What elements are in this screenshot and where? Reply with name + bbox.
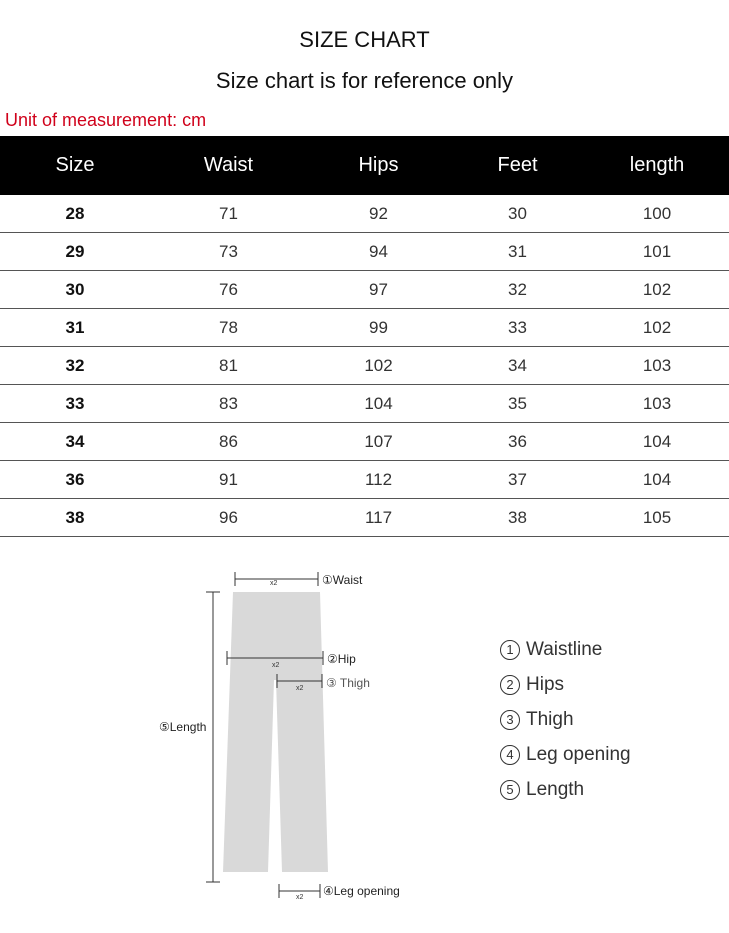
waist-label: ①Waist bbox=[322, 573, 363, 587]
measure-cell: 117 bbox=[307, 499, 450, 537]
legend-item bbox=[500, 667, 631, 702]
measure-cell: 102 bbox=[585, 309, 729, 347]
measure-cell: 104 bbox=[307, 385, 450, 423]
col-waist-header: Waist bbox=[150, 136, 307, 195]
measure-cell: 92 bbox=[307, 195, 450, 233]
table-row bbox=[0, 271, 729, 309]
measure-cell: 102 bbox=[307, 347, 450, 385]
size-cell: 33 bbox=[0, 385, 150, 423]
table-row bbox=[0, 309, 729, 347]
legend-item bbox=[500, 737, 631, 772]
table-row bbox=[0, 347, 729, 385]
legend-item bbox=[500, 702, 631, 737]
measure-cell: 71 bbox=[150, 195, 307, 233]
measure-cell: 38 bbox=[450, 499, 585, 537]
col-length-header: length bbox=[585, 136, 729, 195]
number-circle-icon: 4 bbox=[500, 745, 520, 765]
measurement-legend bbox=[500, 632, 631, 807]
measure-cell: 100 bbox=[585, 195, 729, 233]
measure-cell: 103 bbox=[585, 347, 729, 385]
measure-cell: 32 bbox=[450, 271, 585, 309]
measure-cell: 104 bbox=[585, 461, 729, 499]
number-circle-icon: 3 bbox=[500, 710, 520, 730]
measure-cell: 97 bbox=[307, 271, 450, 309]
thigh-label: ③ Thigh bbox=[326, 676, 370, 690]
measure-cell: 31 bbox=[450, 233, 585, 271]
legend-label: Waistline bbox=[526, 638, 603, 660]
size-table bbox=[0, 136, 729, 537]
measure-cell: 94 bbox=[307, 233, 450, 271]
measure-cell: 30 bbox=[450, 195, 585, 233]
measure-cell: 91 bbox=[150, 461, 307, 499]
number-circle-icon: 5 bbox=[500, 780, 520, 800]
measure-cell: 99 bbox=[307, 309, 450, 347]
measure-cell: 35 bbox=[450, 385, 585, 423]
hip-label: ②Hip bbox=[327, 652, 356, 666]
measure-cell: 34 bbox=[450, 347, 585, 385]
pants-shape bbox=[223, 592, 328, 872]
col-hips-header: Hips bbox=[307, 136, 450, 195]
size-cell: 34 bbox=[0, 423, 150, 461]
legend-item bbox=[500, 772, 631, 807]
table-row bbox=[0, 385, 729, 423]
measure-cell: 81 bbox=[150, 347, 307, 385]
table-header-row bbox=[0, 136, 729, 195]
measure-cell: 105 bbox=[585, 499, 729, 537]
measure-cell: 96 bbox=[150, 499, 307, 537]
pants-diagram bbox=[150, 560, 450, 910]
leg-opening-label: ④Leg opening bbox=[323, 884, 400, 898]
measure-cell: 37 bbox=[450, 461, 585, 499]
size-cell: 32 bbox=[0, 347, 150, 385]
table-row bbox=[0, 461, 729, 499]
table-row bbox=[0, 195, 729, 233]
measure-cell: 83 bbox=[150, 385, 307, 423]
size-cell: 29 bbox=[0, 233, 150, 271]
table-row bbox=[0, 499, 729, 537]
page-subtitle: Size chart is for reference only bbox=[215, 68, 514, 93]
hip-x2-label: x2 bbox=[272, 662, 280, 669]
legend-label: Leg opening bbox=[526, 743, 631, 765]
measure-cell: 36 bbox=[450, 423, 585, 461]
thigh-x2-label: x2 bbox=[296, 685, 304, 692]
size-cell: 31 bbox=[0, 309, 150, 347]
table-row bbox=[0, 423, 729, 461]
measure-cell: 78 bbox=[150, 309, 307, 347]
measure-cell: 73 bbox=[150, 233, 307, 271]
length-label: ⑤Length bbox=[159, 720, 207, 734]
size-cell: 36 bbox=[0, 461, 150, 499]
table-row bbox=[0, 233, 729, 271]
number-circle-icon: 2 bbox=[500, 675, 520, 695]
legend-label: Length bbox=[526, 778, 585, 800]
measure-cell: 76 bbox=[150, 271, 307, 309]
number-circle-icon: 1 bbox=[500, 640, 520, 660]
measure-cell: 102 bbox=[585, 271, 729, 309]
legend-label: Hips bbox=[526, 673, 565, 695]
measure-cell: 86 bbox=[150, 423, 307, 461]
size-cell: 28 bbox=[0, 195, 150, 233]
col-feet-header: Feet bbox=[450, 136, 585, 195]
size-cell: 30 bbox=[0, 271, 150, 309]
measure-cell: 103 bbox=[585, 385, 729, 423]
size-cell: 38 bbox=[0, 499, 150, 537]
measure-cell: 101 bbox=[585, 233, 729, 271]
measure-cell: 112 bbox=[307, 461, 450, 499]
legend-item bbox=[500, 632, 631, 667]
legend-label: Thigh bbox=[526, 708, 574, 730]
col-size-header: Size bbox=[0, 136, 150, 195]
leg-x2-label: x2 bbox=[296, 894, 304, 901]
length-measure bbox=[206, 592, 220, 882]
unit-note: Unit of measurement: cm bbox=[5, 110, 207, 130]
measure-cell: 107 bbox=[307, 423, 450, 461]
waist-x2-label: x2 bbox=[270, 580, 278, 587]
measure-cell: 33 bbox=[450, 309, 585, 347]
measure-cell: 104 bbox=[585, 423, 729, 461]
page-title: SIZE CHART bbox=[299, 27, 430, 52]
